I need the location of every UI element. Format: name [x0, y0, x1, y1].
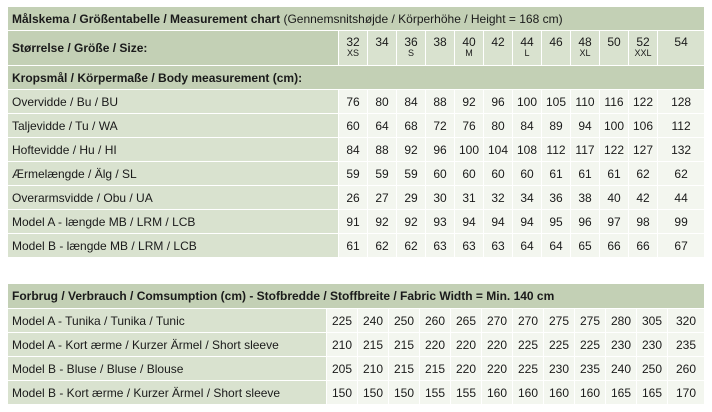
value-cell: 160	[482, 381, 513, 405]
value-cell: 112	[542, 138, 571, 162]
value-cell: 122	[629, 90, 658, 114]
value-cell: 63	[426, 234, 455, 258]
value-cell: 116	[600, 90, 629, 114]
size-cell	[542, 31, 571, 66]
value-cell: 280	[606, 309, 637, 333]
value-cell: 61	[339, 234, 368, 258]
value-cell: 260	[668, 357, 705, 381]
size-letter	[600, 48, 628, 59]
value-cell: 225	[327, 309, 358, 333]
row-label: Model B - Kort ærme / Kurzer Ärmel / Short sleeve	[8, 381, 327, 405]
table-row	[8, 138, 705, 162]
value-cell: 42	[629, 186, 658, 210]
table-row	[8, 210, 705, 234]
value-cell: 132	[658, 138, 705, 162]
value-cell: 62	[658, 162, 705, 186]
value-cell: 210	[358, 357, 389, 381]
table-row	[8, 309, 705, 333]
value-cell: 60	[455, 162, 484, 186]
value-cell: 68	[397, 114, 426, 138]
size-label: Størrelse / Größe / Size:	[8, 31, 339, 66]
value-cell: 260	[420, 309, 451, 333]
value-cell: 29	[397, 186, 426, 210]
table-row	[8, 357, 705, 381]
value-cell: 150	[327, 381, 358, 405]
value-cell: 98	[629, 210, 658, 234]
value-cell: 170	[668, 381, 705, 405]
value-cell: 220	[482, 333, 513, 357]
size-cell	[600, 31, 629, 66]
value-cell: 220	[451, 333, 482, 357]
row-label: Model B - længde MB / LRM / LCB	[8, 234, 339, 258]
table-row	[8, 234, 705, 258]
size-cell	[658, 31, 705, 66]
value-cell: 44	[658, 186, 705, 210]
size-number: 52	[636, 35, 650, 49]
value-cell: 106	[629, 114, 658, 138]
size-number: 36	[404, 35, 418, 49]
row-label: Taljevidde / Tu / WA	[8, 114, 339, 138]
value-cell: 100	[600, 114, 629, 138]
value-cell: 205	[327, 357, 358, 381]
size-cell	[368, 31, 397, 66]
value-cell: 92	[397, 138, 426, 162]
value-cell: 94	[455, 210, 484, 234]
size-number: 50	[607, 35, 621, 49]
value-cell: 84	[513, 114, 542, 138]
size-cell	[339, 31, 368, 66]
table-row	[8, 381, 705, 405]
value-cell: 235	[575, 357, 606, 381]
value-cell: 88	[426, 90, 455, 114]
value-cell: 160	[513, 381, 544, 405]
value-cell: 105	[542, 90, 571, 114]
size-cell	[426, 31, 455, 66]
row-label: Model B - Bluse / Bluse / Blouse	[8, 357, 327, 381]
value-cell: 88	[368, 138, 397, 162]
value-cell: 104	[484, 138, 513, 162]
value-cell: 92	[368, 210, 397, 234]
row-label: Model A - Kort ærme / Kurzer Ärmel / Short sleeve	[8, 333, 327, 357]
value-cell: 64	[368, 114, 397, 138]
value-cell: 94	[513, 210, 542, 234]
row-label: Model A - Tunika / Tunika / Tunic	[8, 309, 327, 333]
value-cell: 61	[600, 162, 629, 186]
value-cell: 100	[513, 90, 542, 114]
value-cell: 305	[637, 309, 668, 333]
value-cell: 62	[368, 234, 397, 258]
size-letter: XL	[579, 48, 591, 58]
value-cell: 250	[637, 357, 668, 381]
value-cell: 270	[513, 309, 544, 333]
size-cell	[484, 31, 513, 66]
value-cell: 117	[571, 138, 600, 162]
value-cell: 27	[368, 186, 397, 210]
value-cell: 270	[482, 309, 513, 333]
size-letter: L	[524, 48, 530, 58]
size-number: 48	[578, 35, 592, 49]
value-cell: 91	[339, 210, 368, 234]
value-cell: 80	[368, 90, 397, 114]
value-cell: 155	[451, 381, 482, 405]
value-cell: 64	[513, 234, 542, 258]
value-cell: 220	[420, 333, 451, 357]
value-cell: 62	[397, 234, 426, 258]
value-cell: 63	[455, 234, 484, 258]
table-row	[8, 333, 705, 357]
value-cell: 65	[571, 234, 600, 258]
value-cell: 63	[484, 234, 513, 258]
measurement-chart-table	[7, 6, 705, 258]
size-number: 38	[433, 35, 447, 49]
value-cell: 150	[358, 381, 389, 405]
value-cell: 225	[575, 333, 606, 357]
consumption-heading: Forbrug / Verbrauch / Comsumption (cm) - Stofbredde / Stoffbreite / Fabric Width = Min. 140 cm	[8, 284, 705, 309]
value-cell: 220	[482, 357, 513, 381]
value-cell: 59	[368, 162, 397, 186]
value-cell: 60	[339, 114, 368, 138]
table-row	[8, 162, 705, 186]
size-letter	[368, 48, 396, 59]
value-cell: 61	[571, 162, 600, 186]
value-cell: 230	[544, 357, 575, 381]
value-cell: 96	[484, 90, 513, 114]
value-cell: 220	[451, 357, 482, 381]
value-cell: 26	[339, 186, 368, 210]
value-cell: 89	[542, 114, 571, 138]
value-cell: 59	[397, 162, 426, 186]
value-cell: 155	[420, 381, 451, 405]
value-cell: 94	[571, 114, 600, 138]
value-cell: 40	[600, 186, 629, 210]
value-cell: 265	[451, 309, 482, 333]
value-cell: 30	[426, 186, 455, 210]
value-cell: 92	[397, 210, 426, 234]
row-label: Overvidde / Bu / BU	[8, 90, 339, 114]
value-cell: 96	[426, 138, 455, 162]
value-cell: 38	[571, 186, 600, 210]
value-cell: 95	[542, 210, 571, 234]
value-cell: 108	[513, 138, 542, 162]
value-cell: 150	[389, 381, 420, 405]
row-label: Hoftevidde / Hu / HI	[8, 138, 339, 162]
value-cell: 84	[339, 138, 368, 162]
title-bold: Målskema / Größentabelle / Measurement chart	[12, 11, 281, 26]
size-letter: XS	[346, 48, 359, 58]
size-number: 46	[549, 35, 563, 49]
value-cell: 92	[455, 90, 484, 114]
value-cell: 225	[544, 333, 575, 357]
size-letter	[484, 48, 512, 59]
size-number: 44	[520, 35, 534, 49]
value-cell: 240	[358, 309, 389, 333]
value-cell: 112	[658, 114, 705, 138]
size-number: 40	[462, 35, 476, 49]
value-cell: 99	[658, 210, 705, 234]
value-cell: 96	[571, 210, 600, 234]
size-letter: S	[407, 48, 414, 58]
value-cell: 60	[484, 162, 513, 186]
value-cell: 240	[606, 357, 637, 381]
table-row	[8, 114, 705, 138]
value-cell: 230	[637, 333, 668, 357]
value-cell: 215	[389, 357, 420, 381]
size-number: 34	[375, 35, 389, 49]
value-cell: 31	[455, 186, 484, 210]
value-cell: 320	[668, 309, 705, 333]
value-cell: 215	[389, 333, 420, 357]
value-cell: 62	[629, 162, 658, 186]
value-cell: 160	[544, 381, 575, 405]
size-number: 42	[491, 35, 505, 49]
value-cell: 225	[513, 333, 544, 357]
size-number: 32	[346, 35, 360, 49]
value-cell: 225	[513, 357, 544, 381]
value-cell: 127	[629, 138, 658, 162]
value-cell: 275	[544, 309, 575, 333]
size-letter	[542, 48, 570, 59]
size-cell	[513, 31, 542, 66]
table-row	[8, 90, 705, 114]
value-cell: 122	[600, 138, 629, 162]
size-cell	[455, 31, 484, 66]
size-letter: M	[465, 48, 473, 58]
value-cell: 128	[658, 90, 705, 114]
row-label: Ærmelængde / Älg / SL	[8, 162, 339, 186]
value-cell: 59	[339, 162, 368, 186]
row-label: Overarmsvidde / Obu / UA	[8, 186, 339, 210]
value-cell: 66	[600, 234, 629, 258]
row-label: Model A - længde MB / LRM / LCB	[8, 210, 339, 234]
size-cell	[397, 31, 426, 66]
value-cell: 235	[668, 333, 705, 357]
table-row	[8, 186, 705, 210]
measurement-chart-title	[8, 7, 705, 31]
value-cell: 230	[606, 333, 637, 357]
value-cell: 160	[575, 381, 606, 405]
value-cell: 34	[513, 186, 542, 210]
size-letter	[658, 48, 704, 59]
body-measurement-heading: Kropsmål / Körpermaße / Body measurement (cm):	[8, 66, 705, 90]
value-cell: 165	[637, 381, 668, 405]
value-cell: 210	[327, 333, 358, 357]
value-cell: 76	[455, 114, 484, 138]
value-cell: 215	[358, 333, 389, 357]
size-cell	[571, 31, 600, 66]
size-letter: XXL	[634, 48, 652, 58]
value-cell: 67	[658, 234, 705, 258]
value-cell: 100	[455, 138, 484, 162]
value-cell: 94	[484, 210, 513, 234]
title-height-note: (Gennemsnitshøjde / Körperhöhe / Height = 168 cm)	[280, 11, 563, 26]
value-cell: 72	[426, 114, 455, 138]
size-letter	[426, 48, 454, 59]
fabric-consumption-table	[7, 283, 705, 405]
value-cell: 165	[606, 381, 637, 405]
value-cell: 61	[542, 162, 571, 186]
value-cell: 60	[513, 162, 542, 186]
value-cell: 110	[571, 90, 600, 114]
value-cell: 97	[600, 210, 629, 234]
value-cell: 76	[339, 90, 368, 114]
value-cell: 36	[542, 186, 571, 210]
value-cell: 275	[575, 309, 606, 333]
value-cell: 80	[484, 114, 513, 138]
value-cell: 32	[484, 186, 513, 210]
value-cell: 64	[542, 234, 571, 258]
value-cell: 93	[426, 210, 455, 234]
value-cell: 215	[420, 357, 451, 381]
size-cell	[629, 31, 658, 66]
value-cell: 60	[426, 162, 455, 186]
size-number: 54	[674, 35, 688, 49]
value-cell: 66	[629, 234, 658, 258]
value-cell: 84	[397, 90, 426, 114]
value-cell: 250	[389, 309, 420, 333]
